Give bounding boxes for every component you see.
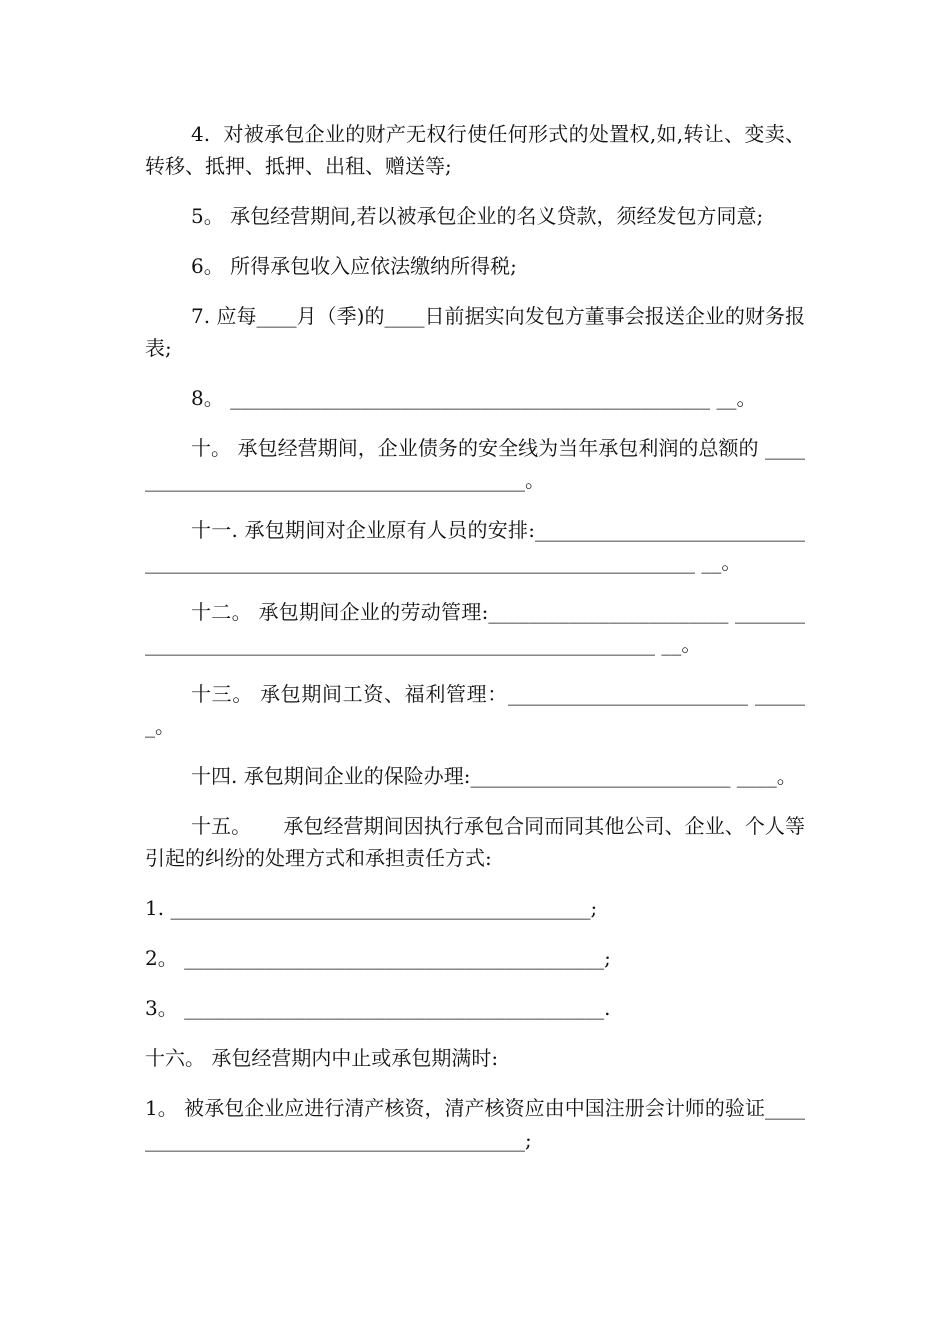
item-6-paragraph: 6。 所得承包收入应依法缴纳所得税; xyxy=(191,254,517,278)
clause-16-item-1: 1。 被承包企业应进行清产核资，清产核资应由中国注册会计师的验证__________________________________________; xyxy=(145,1096,805,1152)
clause-14-paragraph: 十四. 承包期间企业的保险办理:__________________________ ____。 xyxy=(191,764,797,788)
item-8-paragraph: 8。 ________________________________________________ __。 xyxy=(191,386,757,410)
dispute-item-3: 3。 __________________________________________. xyxy=(145,996,611,1020)
item-7-paragraph: 7. 应每____月（季)的____日前据实向发包方董事会报送企业的财务报表; xyxy=(145,304,805,360)
clause-10-paragraph: 十。 承包经营期间，企业债务的安全线为当年承包利润的总额的 __________________________________________。 xyxy=(145,436,805,492)
clause-16-paragraph: 十六。 承包经营期内中止或承包期满时: xyxy=(145,1046,499,1070)
clause-13-paragraph: 十三。 承包期间工资、福利管理：________________________ ______。 xyxy=(145,682,805,738)
item-5-paragraph: 5。 承包经营期间,若以被承包企业的名义贷款，须经发包方同意; xyxy=(191,204,764,228)
dispute-item-1: 1. __________________________________________; xyxy=(145,896,598,920)
contract-document-page xyxy=(145,118,805,1174)
dispute-item-2: 2。 __________________________________________; xyxy=(145,946,611,970)
clause-11-paragraph: 十一. 承包期间对企业原有人员的安排:__________________________________________________________________________________ __。 xyxy=(145,518,805,574)
item-4-paragraph: 4. 对被承包企业的财产无权行使任何形式的处置权,如,转让、变卖、转移、抵押、抵押、出租、赠送等; xyxy=(145,122,805,178)
clause-15-paragraph: 十五。 承包经营期间因执行承包合同而同其他公司、企业、个人等引起的纠纷的处理方式和承担责任方式: xyxy=(145,814,805,870)
clause-12-paragraph: 十二。 承包期间企业的劳动管理:________________________ __________________________________________________________ __。 xyxy=(145,600,805,656)
